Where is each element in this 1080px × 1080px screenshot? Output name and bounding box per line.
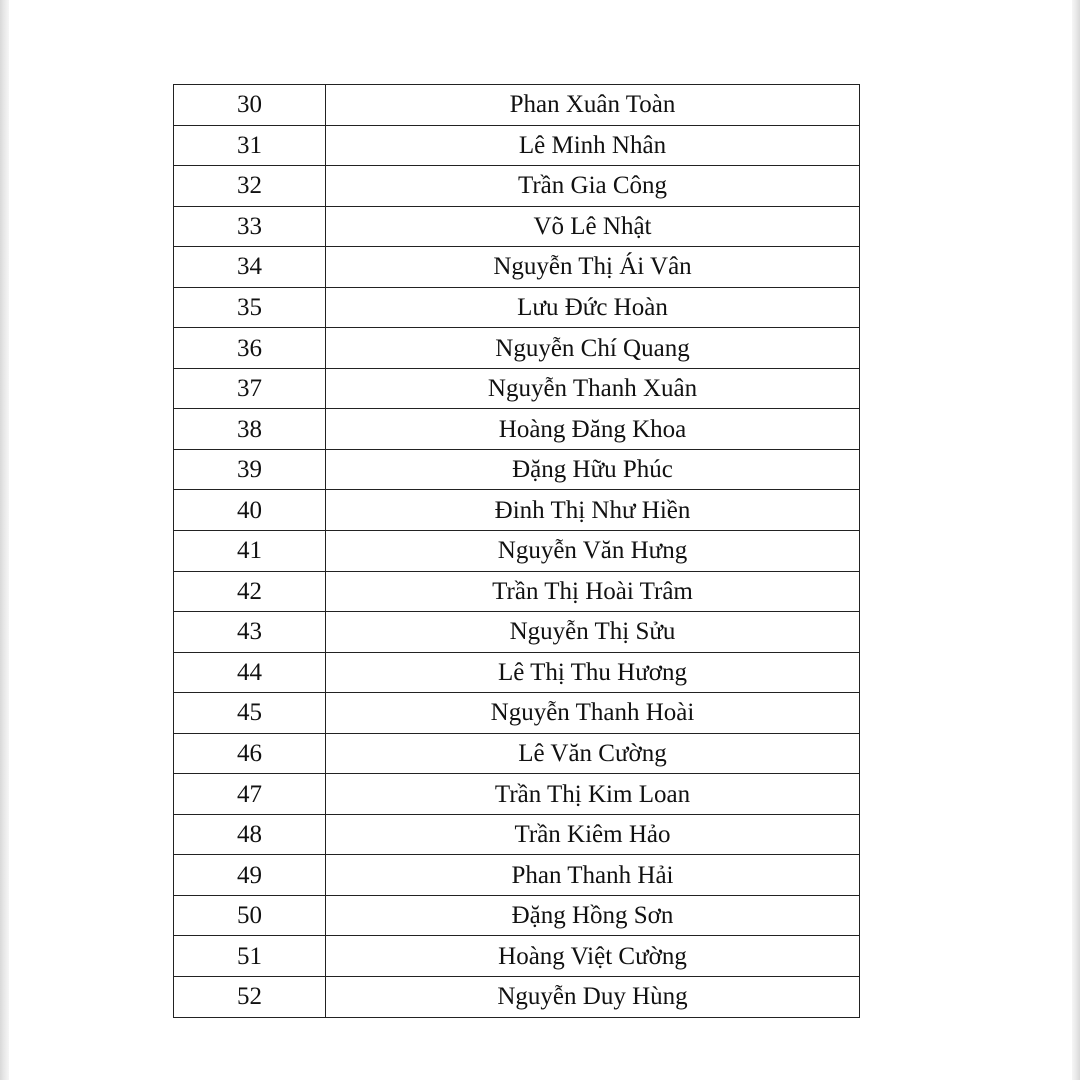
table-row (174, 571, 860, 612)
row-number: 34 (174, 247, 326, 288)
table-row (174, 449, 860, 490)
person-name: Phan Thanh Hải (326, 855, 860, 896)
table-row (174, 895, 860, 936)
page-shadow-right (1072, 0, 1080, 1080)
document-page[interactable] (9, 0, 1072, 1080)
person-name: Đặng Hữu Phúc (326, 449, 860, 490)
row-number: 41 (174, 531, 326, 572)
person-name: Võ Lê Nhật (326, 206, 860, 247)
person-name: Trần Gia Công (326, 166, 860, 207)
table-row (174, 814, 860, 855)
row-number: 35 (174, 287, 326, 328)
table-row (174, 409, 860, 450)
table-row (174, 733, 860, 774)
table-row (174, 490, 860, 531)
person-name: Trần Thị Hoài Trâm (326, 571, 860, 612)
row-number: 40 (174, 490, 326, 531)
row-number: 37 (174, 368, 326, 409)
table-row (174, 977, 860, 1018)
row-number: 46 (174, 733, 326, 774)
table-row (174, 652, 860, 693)
person-name: Nguyễn Thanh Hoài (326, 693, 860, 734)
row-number: 47 (174, 774, 326, 815)
table-row (174, 531, 860, 572)
table-row (174, 936, 860, 977)
page-shadow-left (0, 0, 9, 1080)
table-row (174, 85, 860, 126)
row-number: 43 (174, 612, 326, 653)
table-row (174, 368, 860, 409)
row-number: 31 (174, 125, 326, 166)
row-number: 51 (174, 936, 326, 977)
row-number: 33 (174, 206, 326, 247)
row-number: 30 (174, 85, 326, 126)
row-number: 38 (174, 409, 326, 450)
table-row (174, 166, 860, 207)
person-name: Nguyễn Thanh Xuân (326, 368, 860, 409)
table-row (174, 247, 860, 288)
row-number: 42 (174, 571, 326, 612)
row-number: 49 (174, 855, 326, 896)
table-body (174, 85, 860, 1018)
row-number: 36 (174, 328, 326, 369)
person-name: Hoàng Việt Cường (326, 936, 860, 977)
table-row (174, 612, 860, 653)
person-name: Lưu Đức Hoàn (326, 287, 860, 328)
person-name: Nguyễn Văn Hưng (326, 531, 860, 572)
person-name: Nguyễn Thị Sửu (326, 612, 860, 653)
person-name: Nguyễn Thị Ái Vân (326, 247, 860, 288)
table-row (174, 287, 860, 328)
person-name: Nguyễn Duy Hùng (326, 977, 860, 1018)
table-row (174, 693, 860, 734)
person-name: Đinh Thị Như Hiền (326, 490, 860, 531)
row-number: 32 (174, 166, 326, 207)
row-number: 50 (174, 895, 326, 936)
table-row (174, 328, 860, 369)
row-number: 48 (174, 814, 326, 855)
person-name: Đặng Hồng Sơn (326, 895, 860, 936)
person-name: Trần Kiêm Hảo (326, 814, 860, 855)
row-number: 44 (174, 652, 326, 693)
row-number: 39 (174, 449, 326, 490)
name-list-table (173, 84, 860, 1018)
table-row (174, 774, 860, 815)
person-name: Nguyễn Chí Quang (326, 328, 860, 369)
person-name: Phan Xuân Toàn (326, 85, 860, 126)
row-number: 52 (174, 977, 326, 1018)
person-name: Lê Minh Nhân (326, 125, 860, 166)
person-name: Lê Văn Cường (326, 733, 860, 774)
person-name: Hoàng Đăng Khoa (326, 409, 860, 450)
table-row (174, 125, 860, 166)
person-name: Lê Thị Thu Hương (326, 652, 860, 693)
person-name: Trần Thị Kim Loan (326, 774, 860, 815)
table-row (174, 206, 860, 247)
table-row (174, 855, 860, 896)
row-number: 45 (174, 693, 326, 734)
